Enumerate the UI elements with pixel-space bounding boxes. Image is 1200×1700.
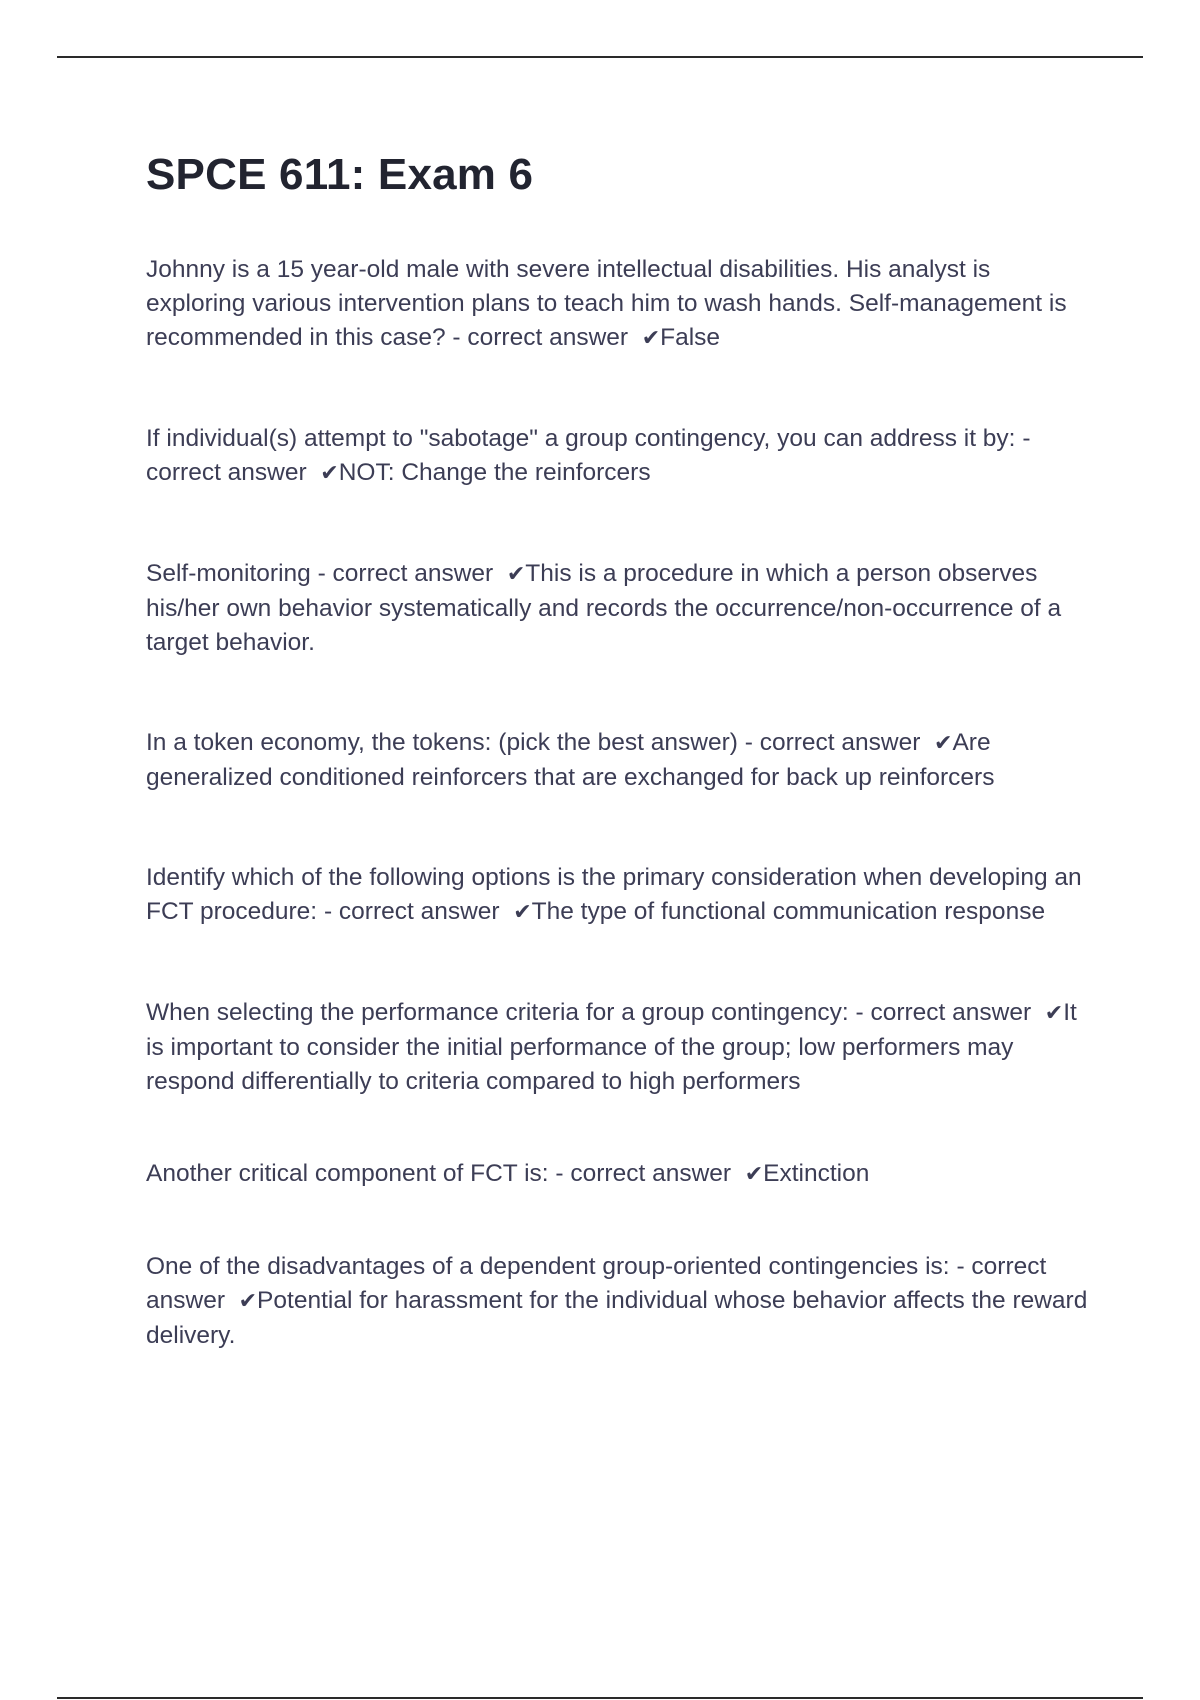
question-text: Identify which of the following options is the primary consideration when developing an FCT procedure: [146, 864, 1082, 925]
page-title: SPCE 611: Exam 6 [146, 150, 534, 199]
answer-text: Are generalized conditioned reinforcers that are exchanged for back up reinforcers [146, 729, 995, 791]
answer-text: This is a procedure in which a person observes his/her own behavior systematically and records the occurrence/non-occurrence of a target behavior. [146, 560, 1062, 656]
qa-list [146, 253, 1096, 1353]
answer-text: Extinction [763, 1160, 870, 1187]
checkmark-icon: ✔ [506, 562, 526, 587]
answer-text: Potential for harassment for the individual whose behavior affects the reward delivery. [146, 1287, 1088, 1349]
question-text: Self-monitoring [146, 560, 311, 587]
header-rule [57, 56, 1143, 58]
question-text: When selecting the performance criteria for a group contingency: [146, 999, 849, 1026]
answer-prefix: - correct answer [146, 425, 1031, 486]
qa-item [146, 1157, 1096, 1192]
question-text: Another critical component of FCT is: [146, 1160, 549, 1187]
checkmark-icon: ✔ [934, 731, 953, 756]
checkmark-icon: ✔ [513, 900, 532, 925]
answer-prefix: - correct answer [146, 1253, 1047, 1314]
checkmark-icon: ✔ [320, 461, 339, 486]
question-text: In a token economy, the tokens: (pick the best answer) [146, 729, 738, 756]
question-text: Johnny is a 15 year-old male with severe intellectual disabilities. His analyst is exploring various intervention plans to teach him to wash hands. Self-management is recommended in this case? [146, 256, 1067, 351]
checkmark-icon: ✔ [1044, 1001, 1064, 1026]
answer-prefix: - correct answer [744, 729, 921, 756]
answer-prefix: - correct answer [317, 560, 494, 587]
question-text: One of the disadvantages of a dependent group-oriented contingencies is: [146, 1253, 950, 1280]
qa-item [146, 557, 1096, 660]
qa-item [146, 996, 1096, 1099]
question-text: If individual(s) attempt to "sabotage" a group contingency, you can address it by: [146, 425, 1016, 452]
answer-prefix: - correct answer [855, 999, 1032, 1026]
checkmark-icon: ✔ [744, 1162, 764, 1187]
qa-item [146, 422, 1096, 491]
answer-text: NOT: Change the reinforcers [338, 459, 651, 486]
qa-item [146, 253, 1096, 356]
answer-prefix: - correct answer [555, 1160, 732, 1187]
qa-item [146, 1250, 1096, 1353]
checkmark-icon: ✔ [641, 326, 661, 351]
answer-prefix: - correct answer [452, 324, 629, 351]
footer-rule [57, 1697, 1143, 1699]
answer-text: It is important to consider the initial performance of the group; low performers may respond differentially to criteria compared to high performers [146, 999, 1077, 1095]
checkmark-icon: ✔ [238, 1289, 258, 1314]
document-body [146, 140, 1096, 1419]
answer-prefix: - correct answer [323, 898, 500, 925]
answer-text: The type of functional communication response [531, 898, 1046, 925]
qa-item [146, 726, 1096, 795]
qa-item [146, 861, 1096, 930]
answer-text: False [660, 324, 721, 351]
